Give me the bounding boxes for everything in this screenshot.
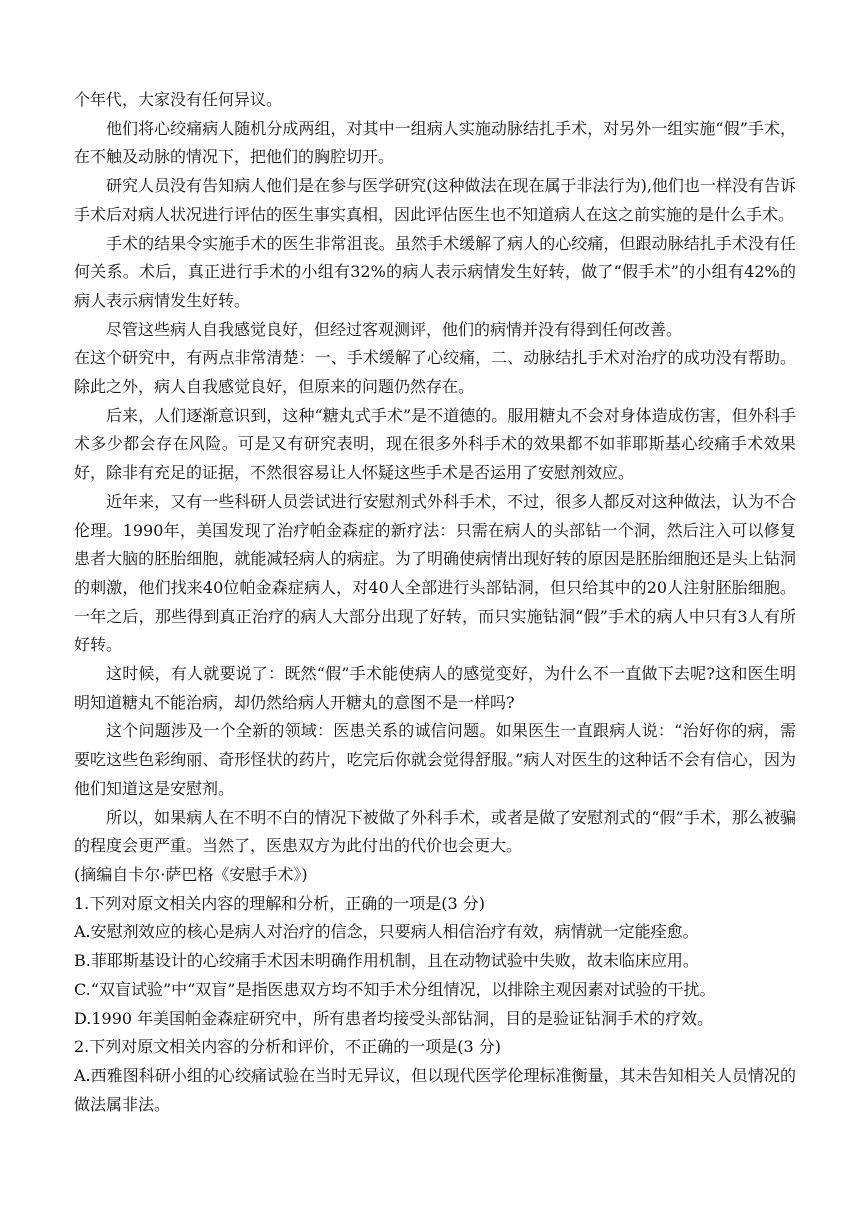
article-paragraph: 他们将心绞痛病人随机分成两组，对其中一组病人实施动脉结扎手术，对另外一组实施“假”手术，在不触及动脉的情况下，把他们的胸腔切开。: [74, 118, 796, 167]
question-option: A.安慰剂效应的核心是病人对治疗的信念，只要病人相信治疗有效，病情就一定能痊愈。: [74, 922, 699, 942]
question-option: C.“双盲试验”中“双盲”是指医患双方均不知手术分组情况，以排除主观因素对试验的干扰。: [74, 979, 716, 999]
article-paragraph: 这个问题涉及一个全新的领域：医患关系的诚信问题。如果医生一直跟病人说：“治好你的病，需要吃这些色彩绚丽、奇形怪状的药片，吃完后你就会觉得舒服。”病人对医生的这种话不会有信心，因为他们知道这是安慰剂。: [74, 721, 796, 798]
document-page: [74, 86, 796, 1119]
article-paragraph: 近年来，又有一些科研人员尝试进行安慰剂式外科手术，不过，很多人都反对这种做法，认为不合伦理。1990年，美国发现了治疗帕金森症的新疗法：只需在病人的头部钻一个洞，然后注入可以修复患者大脑的胚胎细胞，就能减轻病人的病症。为了明确使病情出现好转的原因是胚胎细胞还是头上钻洞的刺激，他们找来40位帕金森症病人，对40人全部进行头部钻洞，但只给其中的20人注射胚胎细胞。一年之后，那些得到真正治疗的病人大部分出现了好转，而只实施钻洞“假”手术的病人中只有3人有所好转。: [74, 491, 796, 655]
question-option: A.西雅图科研小组的心绞痛试验在当时无异议，但以现代医学伦理标准衡量，其未告知相关人员情况的做法属非法。: [74, 1065, 796, 1114]
article-paragraph: 个年代，大家没有任何异议。: [74, 90, 283, 109]
article-body: [74, 86, 796, 890]
article-paragraph: 这时候，有人就要说了：既然“假”手术能使病人的感觉变好，为什么不一直做下去呢?这和医生明明知道糖丸不能治病，却仍然给病人开糖丸的意图不是一样吗?: [74, 664, 796, 712]
article-paragraph: 手术的结果令实施手术的医生非常沮丧。虽然手术缓解了病人的心绞痛，但跟动脉结扎手术没有任何关系。术后，真正进行手术的小组有32%的病人表示病情发生好转，做了“假手术”的小组有42%的病人表示病情发生好转。: [74, 233, 796, 310]
article-paragraph: 后来，人们逐渐意识到，这种“糖丸式手术”是不道德的。服用糖丸不会对身体造成伤害，但外科手术多少都会存在风险。可是又有研究表明，现在很多外科手术的效果都不如菲耶斯基心绞痛手术效果好，除非有充足的证据，不然很容易让人怀疑这些手术是否运用了安慰剂效应。: [74, 405, 796, 483]
article-paragraph: 在这个研究中，有两点非常清楚：一、手术缓解了心绞痛，二、动脉结扎手术对治疗的成功没有帮助。除此之外，病人自我感觉良好，但原来的问题仍然存在。: [74, 348, 796, 397]
article-paragraph: 所以，如果病人在不明不白的情况下被做了外科手术，或者是做了安慰剂式的“假”手术，那么被骗的程度会更严重。当然了，医患双方为此付出的代价也会更大。: [74, 807, 796, 856]
question-option: D.1990 年美国帕金森症研究中，所有患者均接受头部钻洞，目的是验证钻洞手术的疗效。: [74, 1008, 714, 1028]
question-2: [74, 1033, 796, 1119]
question-1: [74, 890, 796, 1034]
question-stem: 2.下列对原文相关内容的分析和评价，不正确的一项是(3 分): [74, 1037, 502, 1057]
article-paragraph: 研究人员没有告知病人他们是在参与医学研究(这种做法在现在属于非法行为),他们也一样没有告诉手术后对病人状况进行评估的医生事实真相，因此评估医生也不知道病人在这之前实施的是什么手术。: [74, 176, 796, 224]
question-option: B.菲耶斯基设计的心绞痛手术因未明确作用机制，且在动物试验中失败，故未临床应用。: [74, 951, 699, 971]
question-stem: 1.下列对原文相关内容的理解和分析，正确的一项是(3 分): [74, 893, 486, 913]
article-source: (摘编自卡尔·萨巴格《安慰手术》): [74, 864, 308, 884]
article-paragraph: 尽管这些病人自我感觉良好，但经过客观测评，他们的病情并没有得到任何改善。: [106, 319, 683, 339]
